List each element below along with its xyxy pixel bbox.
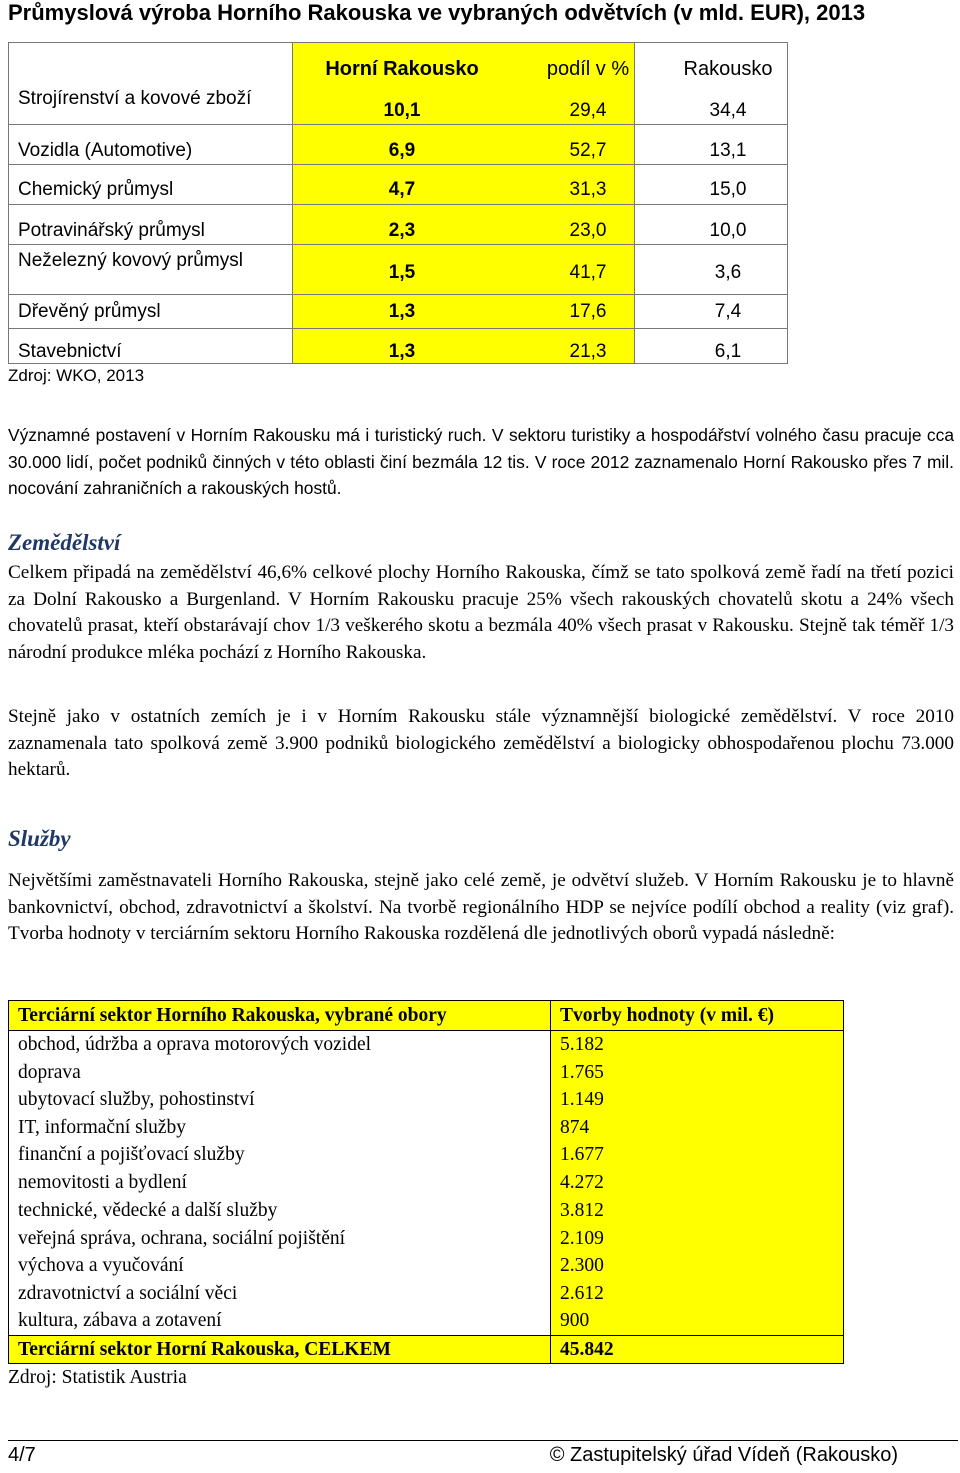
table-row-value: 3.812: [560, 1200, 604, 1221]
cell-ho: 1,5: [388, 262, 416, 283]
cell-podil: 17,6: [569, 301, 607, 322]
row-label: Strojírenství a kovové zboží: [18, 88, 252, 109]
cell-ho: 4,7: [388, 179, 416, 200]
row-label: Chemický průmysl: [18, 179, 174, 200]
tourism-paragraph: Významné postavení v Horním Rakousku má i turistický ruch. V sektoru turistiky a hospodářství volného času pracuje cca 30.000 lidí, počet podniků činných v této oblasti činí bezmála 12 tis. V roce 2012 zaznamenalo Horní Rakousko přes 7 mil. nocování zahraničních a rakouských hostů.: [8, 425, 954, 498]
table-row-label: veřejná správa, ochrana, sociální pojištění: [18, 1228, 346, 1249]
cell-rak: 34,4: [709, 100, 747, 121]
cell-podil: 29,4: [569, 100, 607, 121]
cell-rak: 7,4: [714, 301, 742, 322]
table2-header-left: Terciární sektor Horního Rakouska, vybrané obory: [18, 1005, 447, 1026]
col-header-rakousko: Rakousko: [683, 58, 773, 80]
table-row-value: 874: [560, 1117, 590, 1138]
table2-total-value: 45.842: [560, 1339, 614, 1360]
cell-podil: 41,7: [569, 262, 607, 283]
page-number: 4/7: [8, 1444, 36, 1466]
table-row-value: 1.677: [560, 1144, 604, 1165]
table-row: [8, 140, 788, 180]
row-label: Neželezný kovový průmysl: [18, 250, 243, 271]
table-row-value: 900: [560, 1310, 590, 1331]
cell-rak: 10,0: [709, 220, 747, 241]
col-header-horni-rakousko: Horní Rakousko: [325, 58, 479, 80]
table-row: [8, 179, 788, 219]
table2-source: Zdroj: Statistik Austria: [8, 1367, 187, 1388]
row-label: Vozidla (Automotive): [18, 140, 193, 161]
cell-ho: 10,1: [383, 100, 421, 121]
cell-rak: 3,6: [714, 262, 742, 283]
table2-header-right: Tvorby hodnoty (v mil. €): [560, 1005, 774, 1026]
agriculture-heading: Zemědělství: [8, 530, 121, 555]
cell-podil: 21,3: [569, 341, 607, 362]
cell-podil: 23,0: [569, 220, 607, 241]
table-row-value: 2.612: [560, 1283, 604, 1304]
row-label: Stavebnictví: [18, 341, 122, 362]
table-row-label: IT, informační služby: [18, 1117, 187, 1138]
agriculture-paragraph-1: Celkem připadá na zemědělství 46,6% celkové plochy Horního Rakouska, čímž se tato spolková země řadí na třetí pozici za Dolní Rakousko a Burgenland. V Horním Rakousku pracuje 25% všech rakouských chovatelů skotu a 24% všech chovatelů prasat, kteří obstarávají chov 1/3 veškerého skotu a bezmála 40% všech prasat v Rakousku. Stejně tak téměř 1/3 národní produkce mléka pochází z Horního Rakouska.: [8, 562, 954, 663]
table-row-value: 1.765: [560, 1062, 604, 1083]
table-row: [8, 250, 788, 290]
cell-ho: 6,9: [388, 140, 416, 161]
table-row-label: zdravotnictví a sociální věci: [18, 1283, 238, 1304]
col-header-podil: podíl v %: [546, 58, 630, 80]
row-label: Dřevěný průmysl: [18, 301, 161, 322]
table-row-value: 4.272: [560, 1172, 604, 1193]
table-row-label: obchod, údržba a oprava motorových vozidel: [18, 1034, 372, 1055]
table-row-label: finanční a pojišťovací služby: [18, 1144, 245, 1165]
table-row-label: doprava: [18, 1062, 81, 1083]
agriculture-paragraph-2: Stejně jako v ostatních zemích je i v Horním Rakousku stále významnější biologické zemědělství. V roce 2010 zaznamenala tato spolková země 3.900 podniků biologického zemědělství a biologicky obhospodařenou plochu 73.000 hektarů.: [8, 706, 954, 780]
table-row-value: 2.109: [560, 1228, 604, 1249]
cell-podil: 31,3: [569, 179, 607, 200]
footer-copyright: © Zastupitelský úřad Vídeň (Rakousko): [549, 1444, 898, 1466]
table-row-value: 2.300: [560, 1255, 604, 1276]
services-heading: Služby: [8, 826, 71, 851]
cell-ho: 1,3: [388, 301, 416, 322]
table2-total-label: Terciární sektor Horní Rakouska, CELKEM: [18, 1339, 391, 1360]
table-row-value: 1.149: [560, 1089, 604, 1110]
table-row: [8, 88, 788, 128]
table-row-label: ubytovací služby, pohostinství: [18, 1089, 255, 1110]
cell-rak: 15,0: [709, 179, 747, 200]
cell-podil: 52,7: [569, 140, 607, 161]
services-paragraph: Největšími zaměstnavateli Horního Rakouska, stejně jako celé země, je odvětví služeb. V Horním Rakousku je to hlavně bankovnictví, obchod, zdravotnictví a školství. Na tvorbě regionálního HDP se nejvíce podílí obchod a reality (viz graf). Tvorba hodnoty v terciárním sektoru Horního Rakouska rozdělená dle jednotlivých oborů vypadá následně:: [8, 870, 954, 944]
cell-ho: 1,3: [388, 341, 416, 362]
table1-source: Zdroj: WKO, 2013: [8, 366, 145, 385]
table-row-value: 5.182: [560, 1034, 604, 1055]
row-label: Potravinářský průmysl: [18, 220, 205, 241]
table-row-label: nemovitosti a bydlení: [18, 1172, 187, 1193]
cell-rak: 13,1: [709, 140, 747, 161]
footer-divider: [8, 1440, 958, 1441]
cell-ho: 2,3: [388, 220, 416, 241]
table-row-label: výchova a vyučování: [18, 1255, 184, 1276]
table-row-label: technické, vědecké a další služby: [18, 1200, 278, 1221]
cell-rak: 6,1: [714, 341, 742, 362]
document-title: Průmyslová výroba Horního Rakouska ve vybraných odvětvích (v mld. EUR), 2013: [8, 0, 866, 25]
table-row-label: kultura, zábava a zotavení: [18, 1310, 222, 1331]
table-row: [8, 301, 788, 341]
